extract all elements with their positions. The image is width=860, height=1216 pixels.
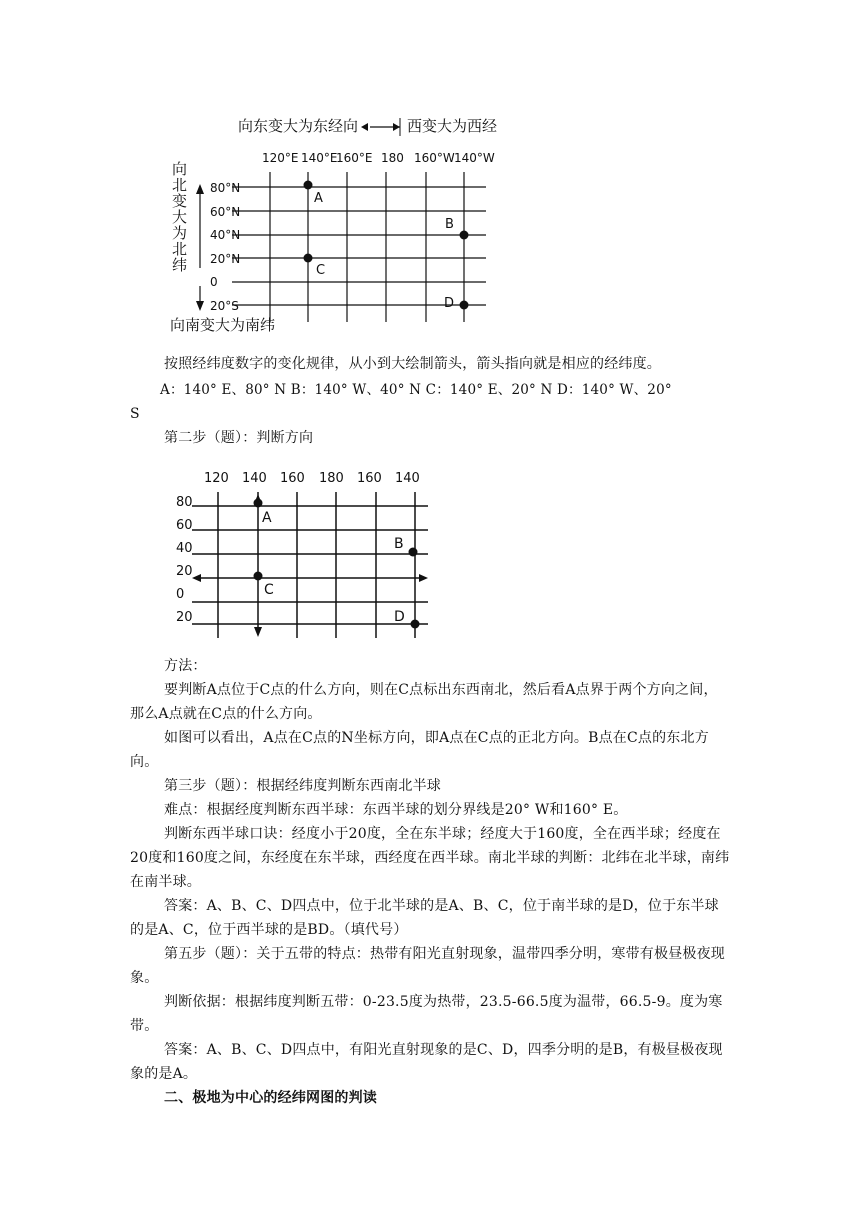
lon-label: 160 <box>280 471 305 486</box>
lat-label: 20 <box>176 564 193 579</box>
lon-label: 140°W <box>454 151 495 165</box>
point-d-label: D <box>394 609 405 625</box>
figure-lat-lon-grid-1 <box>160 108 540 340</box>
lat-label: 80°N <box>210 181 241 195</box>
lon-label: 180 <box>319 471 344 486</box>
figure-lat-lon-grid-2 <box>170 464 440 644</box>
point-b-label: B <box>394 536 404 552</box>
east-arrow-head <box>419 574 428 582</box>
lon-label: 120 <box>204 471 229 486</box>
south-label: 向南变大为南纬 <box>170 316 276 334</box>
lat-label: 40 <box>176 541 193 556</box>
lat-label: 0 <box>210 275 218 289</box>
lon-label: 140 <box>395 471 420 486</box>
grid <box>192 492 428 638</box>
lon-label: 140°E <box>301 151 338 165</box>
top-label-east: 向东变大为东经向 <box>238 117 359 135</box>
lon-label: 120°E <box>262 151 299 165</box>
svg-text:北: 北 <box>172 176 188 194</box>
svg-text:纬: 纬 <box>172 256 188 274</box>
point-d <box>460 301 469 310</box>
svg-text:北: 北 <box>172 240 188 258</box>
svg-text:大: 大 <box>172 208 188 226</box>
lat-label: 0 <box>176 587 185 602</box>
lat-label: 60°N <box>210 205 241 219</box>
point-b <box>409 548 418 557</box>
paragraph: 按照经纬度数字的变化规律，从小到大绘制箭头，箭头指向就是相应的经纬度。 <box>164 356 661 372</box>
svg-text:变: 变 <box>172 192 188 210</box>
point-c <box>304 254 313 263</box>
lon-labels <box>262 151 495 165</box>
top-label-west: 西变大为西经 <box>407 117 498 135</box>
lon-label: 140 <box>242 471 267 486</box>
step-three-title: 第三步（题）：根据经纬度判断东西南北半球 <box>164 778 441 794</box>
point-c-label: C <box>316 263 326 278</box>
paragraph: 如图可以看出，A点在C点的N坐标方向，即A点在C点的正北方向。B点在C点的东北方向。 <box>130 730 709 770</box>
lat-labels <box>210 181 240 313</box>
lat-labels <box>176 495 193 625</box>
point-d <box>411 620 420 629</box>
lon-label: 180 <box>381 151 404 165</box>
point-c-label: C <box>264 582 274 598</box>
lon-label: 160 <box>357 471 382 486</box>
north-label <box>172 160 187 274</box>
point-a-label: A <box>262 510 272 526</box>
lat-label: 80 <box>176 495 193 510</box>
paragraph: 要判断A点位于C点的什么方向，则在C点标出东西南北，然后看A点界于两个方向之间，那么A点就在C点的什么方向。 <box>130 682 718 722</box>
point-a-label: A <box>314 191 323 206</box>
answer-coordinates: A：140° E、80° N B：140° W、40° N C：140° E、20° N D：140° W、20° <box>160 382 672 398</box>
point-c <box>254 572 263 581</box>
point-d-label: D <box>444 296 455 311</box>
answer-coordinates-cont: S <box>130 406 140 422</box>
point-b <box>460 231 469 240</box>
step-two-title: 第二步（题）：判断方向 <box>164 430 314 446</box>
lat-label: 20 <box>176 610 193 625</box>
lat-label: 20°S <box>210 299 239 313</box>
south-arrow-head <box>254 627 262 637</box>
paragraph: 答案：A、B、C、D四点中，位于北半球的是A、B、C，位于南半球的是D，位于东半球的是A、C，位于西半球的是BD。（填代号） <box>130 898 719 938</box>
lon-label: 160°W <box>414 151 455 165</box>
svg-text:为: 为 <box>172 224 188 242</box>
method-title: 方法： <box>164 658 207 674</box>
paragraph: 难点：根据经度判断东西半球：东西半球的划分界线是20° W和160° E。 <box>164 802 628 818</box>
point-b-label: B <box>445 217 454 232</box>
point-a <box>304 181 313 190</box>
section-heading: 二、极地为中心的经纬网图的判读 <box>164 1090 377 1106</box>
point-a <box>254 499 263 508</box>
lon-label: 160°E <box>336 151 373 165</box>
svg-text:向: 向 <box>172 160 188 178</box>
lon-labels <box>204 471 420 486</box>
paragraph: 答案：A、B、C、D四点中，有阳光直射现象的是C、D，四季分明的是B，有极昼极夜现象的是A。 <box>130 1042 723 1082</box>
lat-label: 60 <box>176 518 193 533</box>
west-arrow-head <box>192 574 201 582</box>
lat-label: 40°N <box>210 228 241 242</box>
lat-label: 20°N <box>210 252 241 266</box>
paragraph: 判断依据：根据纬度判断五带：0-23.5度为热带，23.5-66.5度为温带，66.5-9。度为寒带。 <box>130 994 723 1034</box>
paragraph: 判断东西半球口诀：经度小于20度，全在东半球；经度大于160度，全在西半球；经度在20度和160度之间，东经度在东半球，西经度在西半球。南北半球的判断：北纬在北半球，南纬在南半球。 <box>130 826 730 890</box>
step-five-title: 第五步（题）：关于五带的特点：热带有阳光直射现象，温带四季分明，寒带有极昼极夜现象。 <box>130 946 725 986</box>
